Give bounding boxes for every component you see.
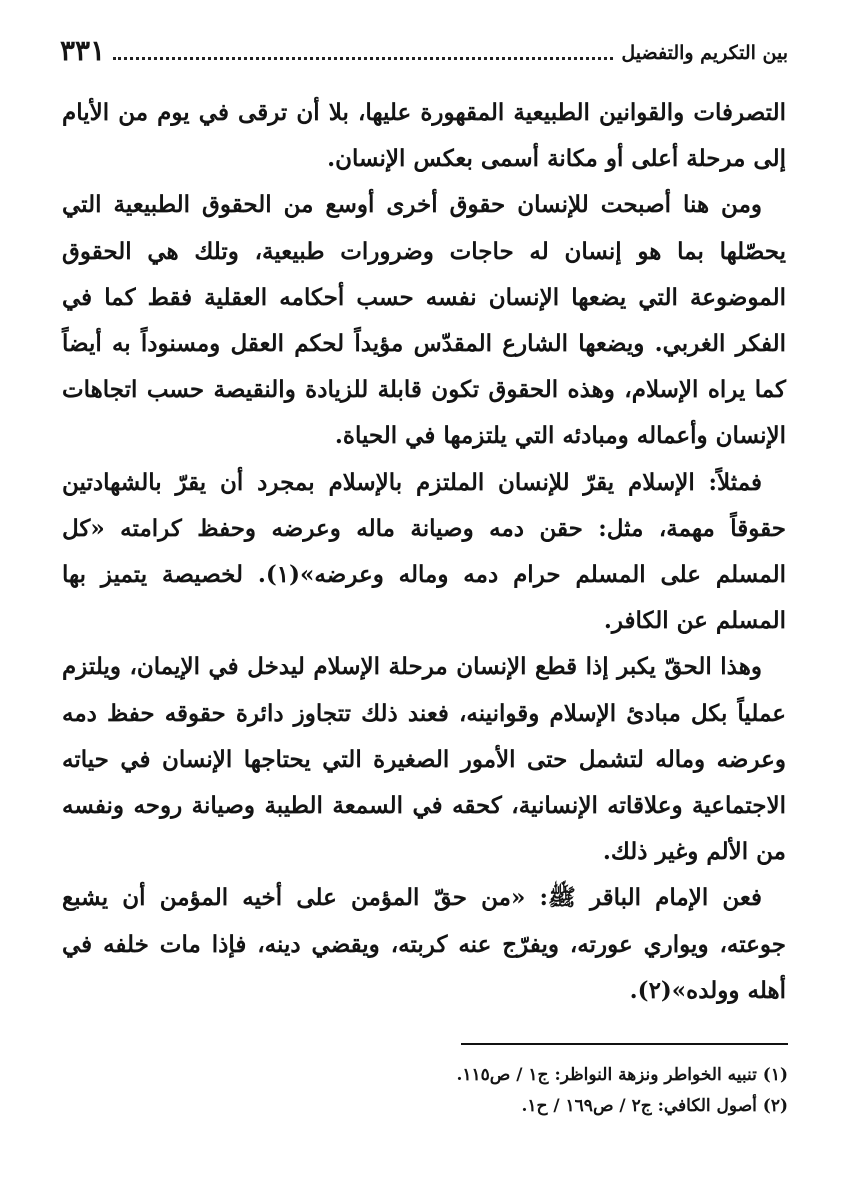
paragraph-1: التصرفات والقوانين الطبيعية المقهورة عليها، بلا أن ترقى في يوم من الأيام إلى مرحلة أعلى أو مكانة أسمى بعكس الإنسان. [62, 99, 786, 173]
paragraph-2: ومن هنا أصبحت للإنسان حقوق أخرى أوسع من الحقوق الطبيعية التي يحصّلها بما هو إنسان له حاجات وضرورات طبيعية، وتلك هي الحقوق الموضوعة التي يضعها الإنسان نفسه حسب أحكامه العقلية فقط كما في الفكر الغربي. ويضعها الشارع المقدّس مؤيداً لحكم العقل ومسنوداً به أيضاً كما يراه الإسلام، وهذه الحقوق تكون قابلة للزيادة والنقيصة حسب اتجاهات الإنسان وأعماله ومبادئه التي يلتزمها في الحياة. [62, 191, 786, 450]
paragraph-3: فمثلاً: الإسلام يقرّ للإنسان الملتزم بالإسلام بمجرد أن يقرّ بالشهادتين حقوقاً مهمة، مثل: حقن دمه وصيانة ماله وعرضه وحفظ كرامته «كل المسلم على المسلم حرام دمه وماله وعرضه»(١). لخصيصة يتميز بها المسلم عن الكافر. [62, 468, 786, 635]
paragraph-4: وهذا الحقّ يكبر إذا قطع الإنسان مرحلة الإسلام ليدخل في الإيمان، ويلتزم عملياً بكل مبادئ الإسلام وقوانينه، فعند ذلك تتجاوز دائرة حقوقه حفظ دمه وعرضه وماله لتشمل حتى الأمور الصغيرة التي يحتاجها الإنسان في حياته الاجتماعية وعلاقاته الإنسانية، كحقه في السمعة الطيبة وصيانة روحه ونفسه من الألم وغير ذلك. [62, 653, 786, 866]
page-number: ٣٣١ [60, 34, 106, 67]
running-title: بين التكريم والتفضيل [621, 42, 788, 64]
footnote-separator [461, 1043, 788, 1045]
page-header [60, 26, 788, 66]
footnote-1: (١) تنبيه الخواطر ونزهة النواظر: ج١ / ص١١٥. [456, 1065, 788, 1085]
footnotes [62, 1060, 788, 1122]
footnote-2: (٢) أصول الكافي: ج٢ / ص١٦٩ / ح١. [521, 1096, 788, 1116]
leader-dots [113, 57, 613, 60]
paragraph-5: فعن الإمام الباقر ﷺ: «من حقّ المؤمن على أخيه المؤمن أن يشبع جوعته، ويواري عورته، ويفرّج عنه كربته، ويقضي دينه، فإذا مات خلفه في أهله وولده»(٢). [62, 884, 786, 1004]
body-text [62, 90, 786, 1014]
